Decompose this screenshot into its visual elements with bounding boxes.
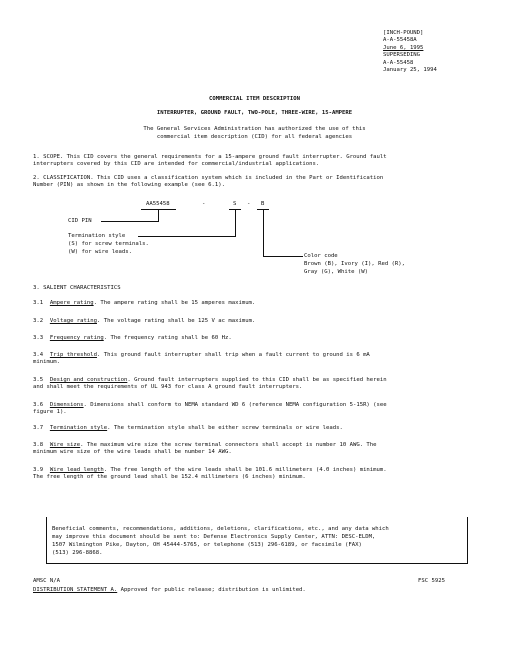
superseded-date: January 25, 1994	[383, 67, 437, 74]
authorization-line-2: commercial item description (CID) for all federal agencies	[156, 134, 353, 140]
classification-line-2: Number (PIN) as shown in the following example (see 6.1).	[33, 182, 225, 189]
fsc-label: FSC 5925	[418, 578, 445, 584]
section-3-5	[33, 377, 478, 392]
section-text: . The ampere rating shall be 15 amperes maximum.	[93, 300, 256, 306]
authorization-line-1: The General Services Administration has authorized the use of this	[143, 126, 366, 132]
document-type-title: COMMERCIAL ITEM DESCRIPTION	[209, 96, 300, 102]
section-3-9	[33, 467, 478, 482]
section-label: Voltage rating	[49, 318, 98, 324]
document-date: June 6, 1995	[383, 44, 424, 51]
section-3-4	[33, 352, 478, 367]
termination-leader-horizontal	[138, 236, 236, 237]
pin-diagram	[0, 0, 509, 300]
section-continuation: The free length of the ground lead shall be 152.4 millimeters (6 inches) minimum.	[33, 474, 306, 481]
section-3-6	[33, 402, 478, 417]
item-title: INTERRUPTER, GROUND FAULT, TWO-POLE, THREE-WIRE, 15-AMPERE	[156, 110, 353, 116]
section-label: Wire size	[49, 442, 81, 448]
color-code-label: Color code	[304, 253, 338, 259]
distribution-text: Approved for public release; distribution is unlimited.	[117, 587, 306, 593]
color-leader-vertical	[263, 210, 264, 257]
color-value: B	[261, 201, 265, 207]
distribution-label: DISTRIBUTION STATEMENT A.	[33, 587, 118, 593]
section-text: . This ground fault interrupter shall trip when a fault current to ground is 6 mA	[97, 352, 370, 358]
section-label: Termination style	[49, 425, 108, 431]
section-number: 3.6	[33, 402, 44, 408]
section-continuation: minimum.	[33, 359, 60, 366]
section-label: Design and construction	[49, 377, 128, 383]
cid-pin-leader-horizontal	[101, 221, 159, 222]
classification-line-1: 2. CLASSIFICATION. This CID uses a classification system which is included in the Part or Identification	[33, 175, 384, 181]
section-label: Ampere rating	[49, 300, 94, 306]
scope-line-1: 1. SCOPE. This CID covers the general requirements for a 15-ampere ground fault interrupter. Ground fault	[33, 154, 387, 160]
color-code-line-1: Brown (B), Ivory (I), Red (R),	[304, 261, 406, 267]
header-line: [INCH-POUND]	[383, 30, 424, 36]
section-continuation: minimum wire size of the wire leads shall be number 14 AWG.	[33, 449, 232, 456]
document-number: A-A-55458A	[383, 37, 417, 44]
termination-style-label: Termination style	[68, 233, 126, 239]
section-3-2	[33, 318, 478, 325]
superseded-number: A-A-55458	[383, 59, 414, 66]
section-label: Frequency rating	[49, 335, 104, 341]
color-code-line-2: Gray (G), White (W)	[304, 269, 368, 275]
section-3-8	[33, 442, 478, 457]
section-continuation: and shall meet the requirements of UL 943 for class A ground fault interrupters.	[33, 384, 303, 391]
comments-line-3: 1507 Wilmington Pike, Dayton, OH 45444-5765, or telephone (513) 296-6189, or facsimile (FAX)	[52, 542, 362, 548]
section-number: 3.4	[33, 352, 44, 358]
comments-line-2: may improve this document should be sent to: Defense Electronics Supply Center, ATTN: DESC-ELDM,	[52, 534, 376, 540]
section-text: . The maximum wire size the screw terminal connectors shall accept is number 10 AWG. The	[80, 442, 377, 448]
comments-line-1: Beneficial comments, recommendations, additions, deletions, clarifications, etc., and any data which	[52, 526, 389, 532]
comments-line-4: (513) 296-8868.	[52, 550, 103, 556]
termination-option-screw: (S) for screw terminals.	[68, 241, 149, 247]
section-text: . The frequency rating shall be 60 Hz.	[103, 335, 232, 341]
distribution-statement	[33, 587, 306, 594]
section-3-7	[33, 425, 478, 432]
section-number: 3.5	[33, 377, 44, 383]
section-text: . Ground fault interrupters supplied to this CID shall be as specified herein	[127, 377, 387, 383]
section-text: . The free length of the wire leads shall be 101.6 millimeters (4.0 inches) minimum.	[103, 467, 387, 473]
section-number: 3.9	[33, 467, 44, 473]
termination-value: S	[233, 201, 237, 207]
section-label: Trip threshold	[49, 352, 98, 358]
section-label: Wire lead length	[49, 467, 104, 473]
scope-line-2: interrupters covered by this CID are intended for commercial/industrial applications.	[33, 161, 320, 168]
section-continuation: figure 1).	[33, 409, 67, 416]
section-text: . The voltage rating shall be 125 V ac maximum.	[97, 318, 256, 324]
section-text: . Dimensions shall conform to NEMA standard WD 6 (reference NEMA configuration 5-15R) (see	[83, 402, 387, 408]
section-label: Dimensions	[49, 402, 84, 408]
salient-heading: 3. SALIENT CHARACTERISTICS	[33, 285, 121, 291]
section-3-1	[33, 300, 478, 307]
amsc-label: AMSC N/A	[33, 578, 60, 584]
pin-value: AA55458	[146, 201, 170, 207]
section-number: 3.1	[33, 300, 44, 306]
section-number: 3.7	[33, 425, 44, 431]
section-number: 3.8	[33, 442, 44, 448]
pin-dash-1: -	[202, 201, 206, 207]
section-number: 3.3	[33, 335, 44, 341]
superseding-label: SUPERSEDING	[383, 52, 421, 59]
color-leader-horizontal	[263, 256, 303, 257]
cid-pin-label: CID PIN	[68, 218, 92, 224]
section-text: . The termination style shall be either screw terminals or wire leads.	[107, 425, 343, 431]
section-3-3	[33, 335, 478, 342]
termination-option-wire: (W) for wire leads.	[68, 249, 132, 255]
section-number: 3.2	[33, 318, 44, 324]
termination-leader-vertical	[235, 210, 236, 237]
pin-dash-2: -	[247, 201, 251, 207]
